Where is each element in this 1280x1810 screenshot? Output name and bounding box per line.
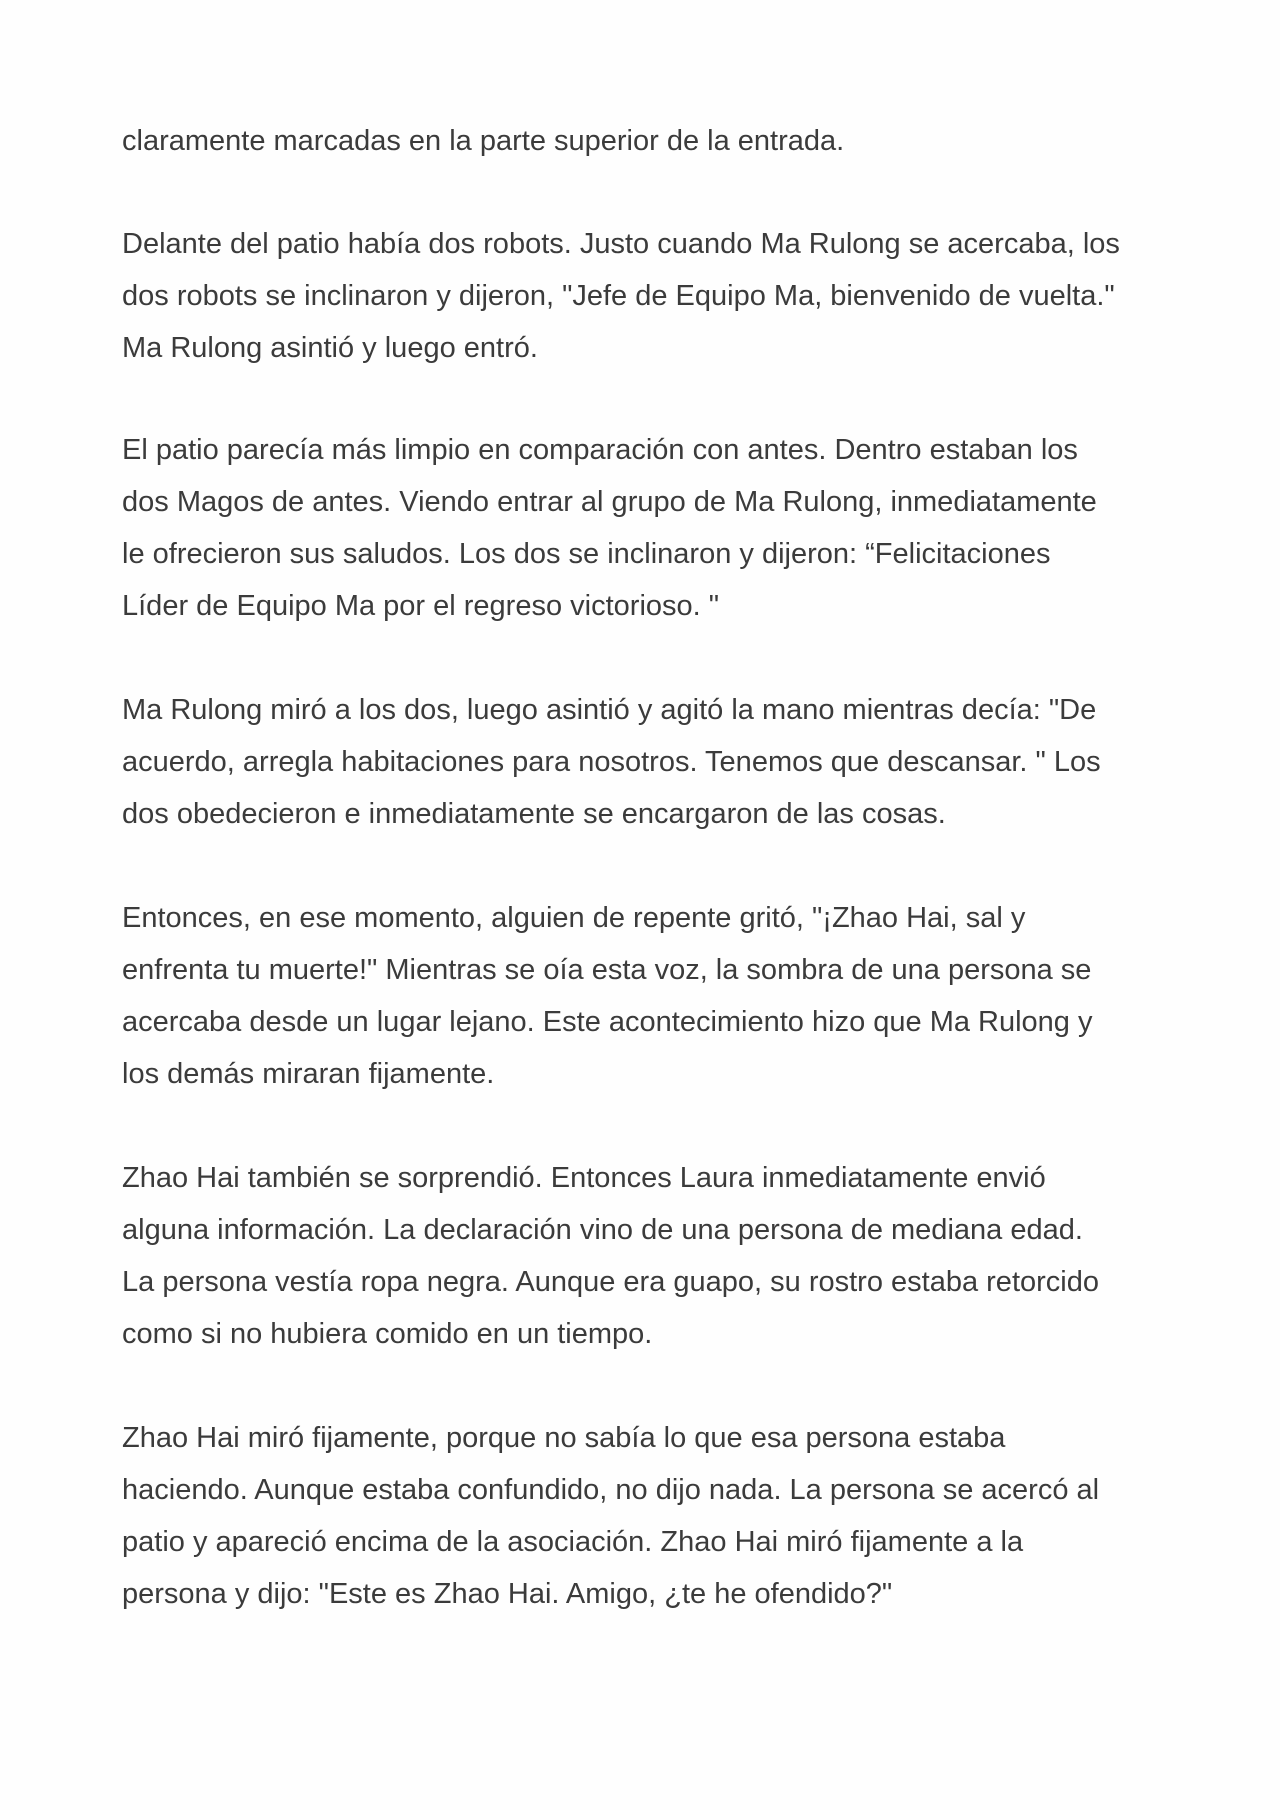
paragraph-1 [122,115,1222,167]
paragraph-6 [122,1152,1222,1360]
paragraph-line: haciendo. Aunque estaba confundido, no dijo nada. La persona se acercó al [122,1474,1100,1506]
paragraph-line: los demás miraran fijamente. [122,1058,495,1090]
paragraph-line: claramente marcadas en la parte superior de la entrada. [122,125,845,157]
paragraph-line: Zhao Hai miró fijamente, porque no sabía lo que esa persona estaba [122,1422,1006,1454]
paragraph-line: Ma Rulong asintió y luego entró. [122,332,538,364]
paragraph-line: dos robots se inclinaron y dijeron, "Jefe de Equipo Ma, bienvenido de vuelta." [122,280,1115,312]
paragraph-line: dos obedecieron e inmediatamente se encargaron de las cosas. [122,798,946,830]
paragraph-line: Zhao Hai también se sorprendió. Entonces Laura inmediatamente envió [122,1162,1046,1194]
paragraph-line: persona y dijo: "Este es Zhao Hai. Amigo, ¿te he ofendido?" [122,1578,893,1610]
paragraph-line: Entonces, en ese momento, alguien de repente gritó, "¡Zhao Hai, sal y [122,902,1026,934]
paragraph-3 [122,424,1222,632]
paragraph-line: alguna información. La declaración vino de una persona de mediana edad. [122,1214,1083,1246]
paragraph-line: El patio parecía más limpio en comparación con antes. Dentro estaban los [122,434,1078,466]
paragraph-line: como si no hubiera comido en un tiempo. [122,1318,653,1350]
paragraph-2 [122,218,1222,374]
paragraph-line: acuerdo, arregla habitaciones para nosotros. Tenemos que descansar. " Los [122,746,1101,778]
paragraph-line: enfrenta tu muerte!" Mientras se oía esta voz, la sombra de una persona se [122,954,1092,986]
paragraph-line: acercaba desde un lugar lejano. Este acontecimiento hizo que Ma Rulong y [122,1006,1093,1038]
paragraph-line: Ma Rulong miró a los dos, luego asintió y agitó la mano mientras decía: "De [122,694,1097,726]
paragraph-line: Delante del patio había dos robots. Justo cuando Ma Rulong se acercaba, los [122,228,1120,260]
paragraph-5 [122,892,1222,1100]
paragraph-line: dos Magos de antes. Viendo entrar al grupo de Ma Rulong, inmediatamente [122,486,1097,518]
paragraph-7 [122,1412,1222,1620]
paragraph-4 [122,684,1222,840]
paragraph-line: le ofrecieron sus saludos. Los dos se inclinaron y dijeron: “Felicitaciones [122,538,1051,570]
paragraph-line: Líder de Equipo Ma por el regreso victorioso. " [122,590,720,622]
paragraph-line: La persona vestía ropa negra. Aunque era guapo, su rostro estaba retorcido [122,1266,1099,1298]
paragraph-line: patio y apareció encima de la asociación. Zhao Hai miró fijamente a la [122,1526,1024,1558]
